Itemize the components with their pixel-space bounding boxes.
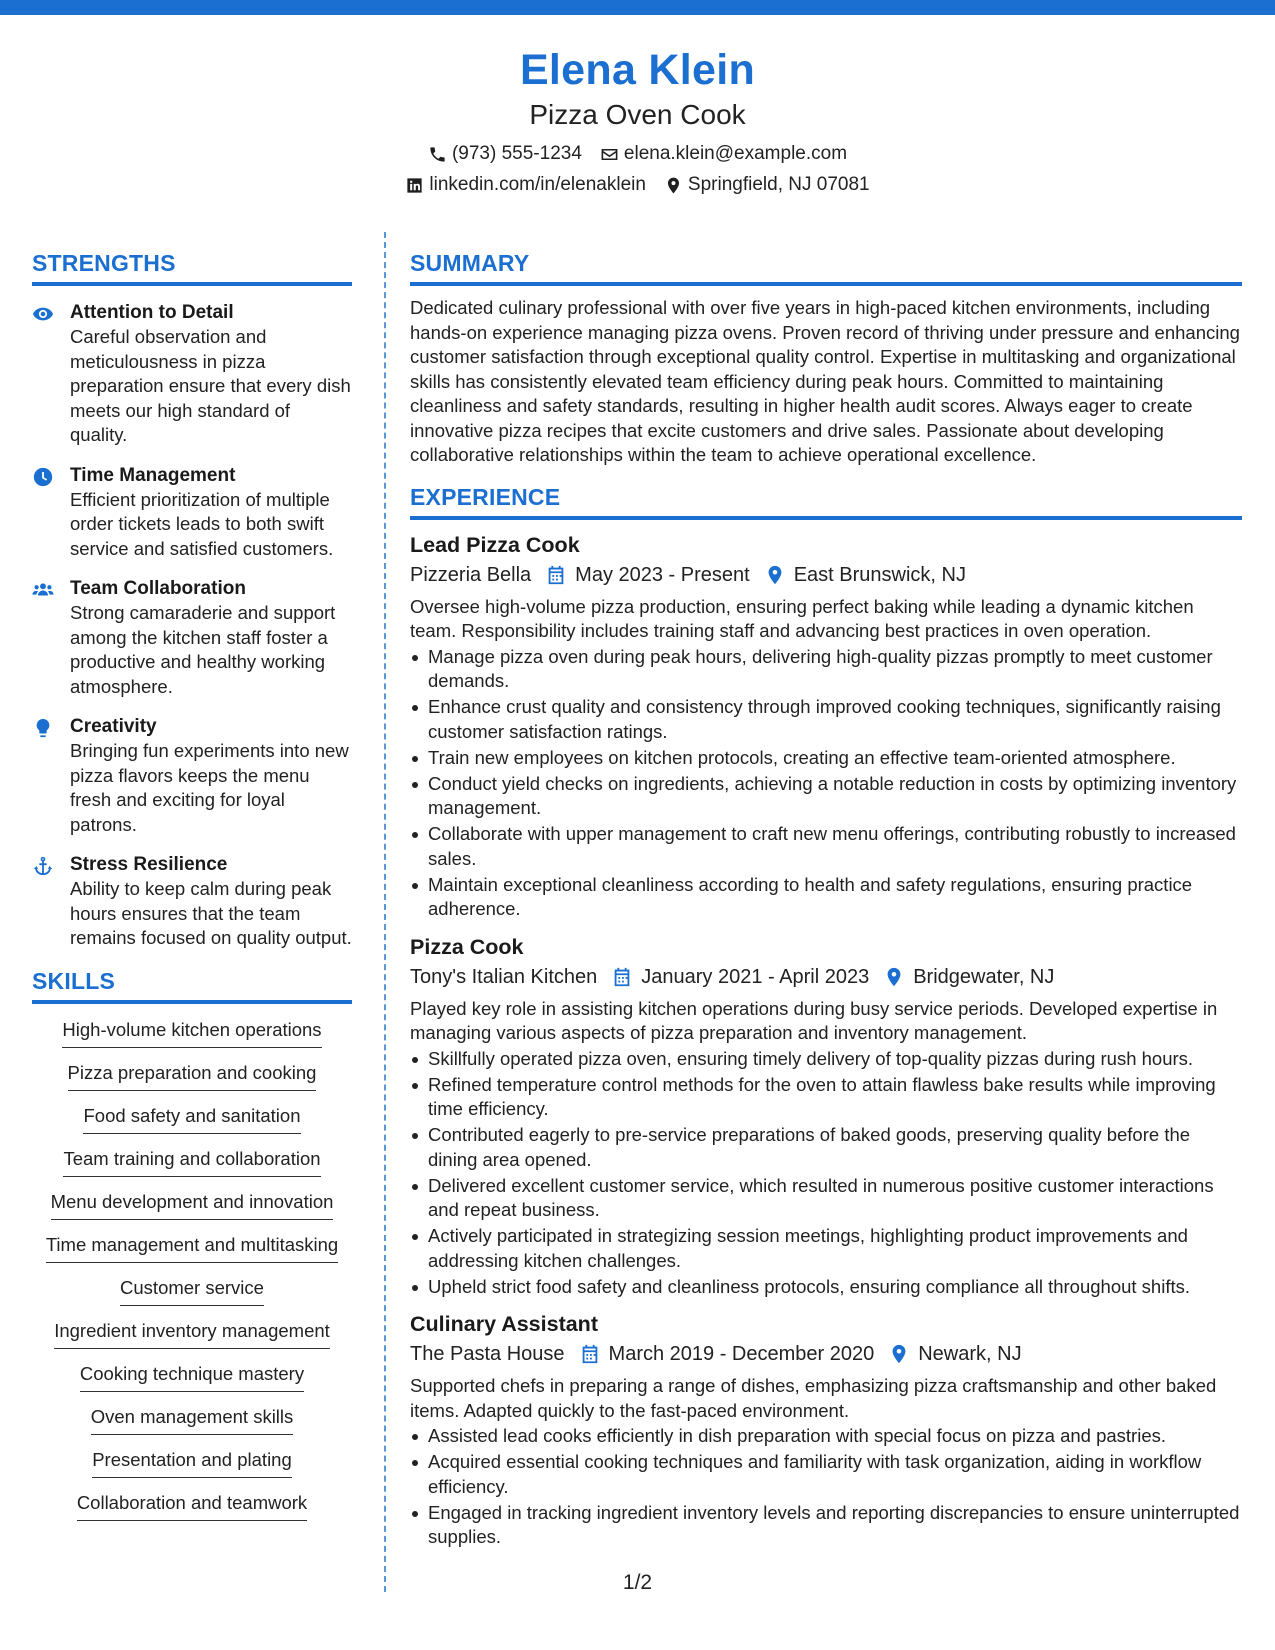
map-pin-icon	[883, 966, 905, 988]
job-title: Lead Pizza Cook	[410, 532, 580, 557]
bullet-item: Refined temperature control methods for the oven to attain flawless bake results while improving time efficiency.	[410, 1073, 1242, 1122]
summary-text: Dedicated culinary professional with over five years in high-paced kitchen environments, including hands-on experience managing pizza ovens. Proven record of thriving under pressure and enhancing customer satisfaction through exceptional quality control. Expertise in multitasking and organizational skills has consistently elevated team efficiency during peak hours. Committed to maintaining cleanliness and safety standards, resulting in higher health audit scores. Always eager to create innovative pizza recipes that excite customers and drive sales. Passionate about developing collaborative relationships within the team to achieve operational excellence.	[410, 297, 1240, 465]
anchor-icon	[32, 852, 70, 951]
job-meta	[410, 560, 1242, 590]
lightbulb-icon	[32, 714, 70, 837]
candidate-role: Pizza Oven Cook	[529, 99, 746, 130]
email-text: elena.klein@example.com	[623, 143, 848, 164]
linkedin-icon	[405, 176, 424, 195]
skill-item: Team training and collaboration	[63, 1147, 320, 1177]
skill-item: Ingredient inventory management	[54, 1319, 330, 1349]
job-dates: March 2019 - December 2020	[608, 1343, 875, 1365]
calendar-icon	[611, 966, 633, 988]
job-entry	[410, 1309, 1242, 1550]
summary-heading: SUMMARY	[410, 248, 1242, 286]
skill-item: Customer service	[120, 1276, 264, 1306]
strength-item	[32, 300, 352, 448]
strength-desc: Bringing fun experiments into new pizza flavors keeps the menu fresh and exciting for loyal patrons.	[70, 740, 349, 835]
bullet-item: Upheld strict food safety and cleanliness protocols, ensuring compliance all throughout shifts.	[410, 1275, 1242, 1300]
bullet-item: Assisted lead cooks efficiently in dish preparation with special focus on pizza and pastries.	[410, 1424, 1242, 1449]
bullet-item: Enhance crust quality and consistency through improved cooking techniques, significantly raising customer satisfaction ratings.	[410, 695, 1242, 744]
map-pin-icon	[764, 564, 786, 586]
skills-heading: SKILLS	[32, 966, 352, 1004]
job-description: Supported chefs in preparing a range of dishes, emphasizing pizza craftsmanship and other baked items. Adapted quickly to the fast-paced environment.	[410, 1375, 1217, 1421]
contact-location	[664, 171, 870, 199]
job-entry	[410, 530, 1242, 922]
strengths-heading: STRENGTHS	[32, 248, 352, 286]
job-bullets	[410, 645, 1242, 922]
strength-desc: Careful observation and meticulousness in pizza preparation ensure that every dish meets our high standard of quality.	[70, 326, 351, 445]
phone-text: (973) 555-1234	[451, 143, 582, 164]
bullet-item: Acquired essential cooking techniques and familiarity with task organization, aiding in workflow efficiency.	[410, 1450, 1242, 1499]
linkedin-text: linkedin.com/in/elenaklein	[429, 174, 646, 195]
job-company: Pizzeria Bella	[410, 563, 532, 586]
map-pin-icon	[888, 1343, 910, 1365]
skill-item: Presentation and plating	[92, 1448, 292, 1478]
job-title: Pizza Cook	[410, 934, 524, 959]
job-entry	[410, 932, 1242, 1300]
skill-item: Oven management skills	[91, 1405, 294, 1435]
job-location: East Brunswick, NJ	[793, 563, 966, 586]
job-meta	[410, 1339, 1242, 1369]
strength-item	[32, 852, 352, 951]
skill-item: Food safety and sanitation	[83, 1104, 300, 1134]
map-pin-icon	[664, 176, 683, 195]
strength-item	[32, 576, 352, 699]
contact-row-2	[0, 171, 1275, 199]
bullet-item: Manage pizza oven during peak hours, delivering high-quality pizzas promptly to meet customer demands.	[410, 645, 1242, 694]
job-dates: January 2021 - April 2023	[641, 965, 870, 988]
strength-title: Team Collaboration	[70, 578, 246, 599]
skill-item: Pizza preparation and cooking	[68, 1061, 317, 1091]
skill-item: High-volume kitchen operations	[62, 1018, 321, 1048]
column-divider	[384, 232, 386, 1592]
strength-title: Creativity	[70, 716, 157, 737]
bullet-item: Collaborate with upper management to craft new menu offerings, contributing robustly to increased sales.	[410, 822, 1242, 871]
strength-title: Stress Resilience	[70, 854, 228, 875]
strength-item	[32, 714, 352, 837]
experience-heading: EXPERIENCE	[410, 482, 1242, 520]
bullet-item: Skillfully operated pizza oven, ensuring timely delivery of top-quality pizzas during rush hours.	[410, 1047, 1242, 1072]
bullet-item: Delivered excellent customer service, which resulted in numerous positive customer interactions and repeat business.	[410, 1174, 1242, 1223]
skills-list	[32, 1018, 352, 1534]
left-column	[32, 248, 352, 1534]
job-title: Culinary Assistant	[410, 1312, 598, 1336]
top-accent-bar	[0, 0, 1275, 15]
contact-row-1	[0, 140, 1275, 168]
envelope-icon	[600, 145, 619, 164]
resume-header	[0, 42, 1275, 199]
bullet-item: Actively participated in strategizing session meetings, highlighting product improvements and addressing kitchen challenges.	[410, 1224, 1242, 1273]
skill-item: Time management and multitasking	[46, 1233, 338, 1263]
skill-item: Menu development and innovation	[51, 1190, 334, 1220]
strength-title: Time Management	[70, 464, 236, 486]
bullet-item: Contributed eagerly to pre-service preparations of baked goods, preserving quality before the dining area opened.	[410, 1123, 1242, 1172]
strength-title: Attention to Detail	[70, 302, 234, 323]
strength-desc: Strong camaraderie and support among the kitchen staff foster a productive and healthy working atmosphere.	[70, 602, 336, 697]
strength-item	[32, 463, 352, 562]
clock-icon	[32, 463, 70, 562]
candidate-name: Elena Klein	[519, 46, 756, 94]
job-company: Tony's Italian Kitchen	[410, 965, 598, 988]
job-meta	[410, 962, 1242, 992]
job-company: The Pasta House	[410, 1343, 565, 1365]
page-number: 1/2	[622, 1571, 653, 1594]
bullet-item: Maintain exceptional cleanliness according to health and safety regulations, ensuring practice adherence.	[410, 873, 1242, 922]
calendar-icon	[545, 564, 567, 586]
job-location: Newark, NJ	[918, 1343, 1022, 1365]
job-location: Bridgewater, NJ	[913, 965, 1055, 988]
bullet-item: Conduct yield checks on ingredients, achieving a notable reduction in costs by optimizing inventory management.	[410, 772, 1242, 821]
phone-icon	[428, 145, 447, 164]
strength-desc: Ability to keep calm during peak hours ensures that the team remains focused on quality output.	[70, 878, 352, 948]
contact-linkedin[interactable]	[405, 171, 646, 199]
job-bullets	[410, 1047, 1242, 1300]
job-bullets	[410, 1424, 1242, 1550]
strength-desc: Efficient prioritization of multiple order tickets leads to both swift service and satisfied customers.	[70, 488, 334, 559]
contact-phone[interactable]	[428, 140, 582, 168]
contact-email[interactable]	[600, 140, 847, 168]
users-icon	[32, 576, 70, 699]
strengths-list	[32, 300, 352, 951]
eye-icon	[32, 300, 70, 448]
job-dates: May 2023 - Present	[575, 563, 750, 586]
bullet-item: Engaged in tracking ingredient inventory levels and reporting discrepancies to ensure uninterrupted supplies.	[410, 1501, 1242, 1550]
bullet-item: Train new employees on kitchen protocols, creating an effective team-oriented atmosphere.	[410, 746, 1242, 771]
job-description: Played key role in assisting kitchen operations during busy service periods. Developed expertise in managing various aspects of pizza preparation and inventory management.	[410, 997, 1218, 1043]
location-text: Springfield, NJ 07081	[687, 174, 870, 195]
skill-item: Collaboration and teamwork	[77, 1491, 307, 1521]
calendar-icon	[579, 1343, 601, 1365]
right-column	[410, 248, 1242, 1551]
job-description: Oversee high-volume pizza production, ensuring perfect baking while leading a dynamic kitchen team. Responsibility includes training staff and advancing best practices in oven operation.	[410, 595, 1194, 641]
skill-item: Cooking technique mastery	[80, 1362, 304, 1392]
